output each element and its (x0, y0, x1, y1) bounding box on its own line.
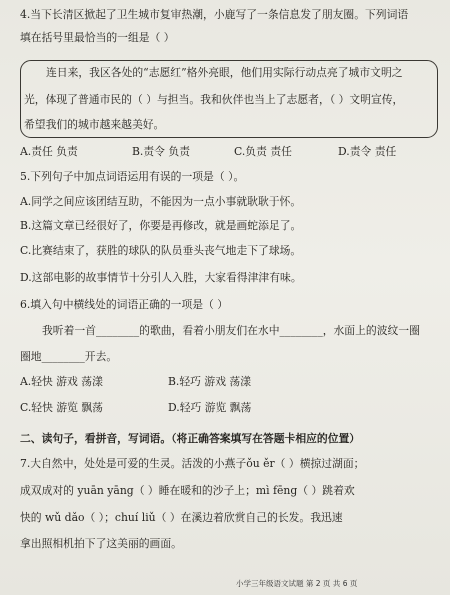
q4-passage-line3: 希望我们的城市越来越美好。 (24, 118, 165, 131)
q6-text-line1: 我听着一首________的歌曲，看着小朋友们在水中________，水面上的波纹一圈 (42, 324, 420, 337)
q4-stem-line2: 填在括号里最恰当的一组是（ ） (20, 31, 175, 44)
q7-line1: 7.大自然中，处处是可爱的生灵。活泼的小燕子ǒu ěr（ ）横掠过湖面； (20, 457, 365, 470)
q7-line4: 拿出照相机拍下了这美丽的画面。 (20, 537, 182, 550)
q5-option-d: D.这部电影的故事情节十分引人入胜，大家看得津津有味。 (20, 271, 302, 284)
q5-option-a: A.同学之间应该团结互助，不能因为一点小事就耿耿于怀。 (20, 195, 302, 208)
q5-option-b: B.这篇文章已经很好了，你要是再修改，就是画蛇添足了。 (20, 219, 302, 232)
q6-options-row1 (20, 375, 436, 389)
q4-option-d: D.责令 责任 (338, 145, 397, 158)
q4-options (20, 145, 436, 159)
q4-passage-line1: 连日来，我区各处的“志愿红”格外亮眼，他们用实际行动点亮了城市文明之 (46, 66, 403, 79)
q4-option-a: A.责任 负责 (20, 145, 78, 158)
q6-text-line2: 圈地________开去。 (20, 350, 118, 363)
q6-stem: 6.填入句中横线处的词语正确的一项是（ ） (20, 298, 229, 311)
q6-option-c: C.轻快 游览 飘荡 (20, 401, 103, 414)
q5-option-c: C.比赛结束了，获胜的球队的队员垂头丧气地走下了球场。 (20, 244, 302, 257)
q4-stem-line1: 4.当下长清区掀起了卫生城市复审热潮，小鹿写了一条信息发了朋友圈。下列词语 (20, 8, 409, 21)
q6-options-row2 (20, 401, 436, 415)
q6-option-d: D.轻巧 游览 飘荡 (168, 401, 252, 414)
q4-option-b: B.责令 负责 (132, 145, 190, 158)
q7-line3: 快的 wǔ dǎo（ ）；chuí liǔ（ ）在溪边着欣赏自己的长发。我迅速 (20, 511, 343, 524)
q4-passage-line2: 光，体现了普通市民的（ ）与担当。我和伙伴也当上了志愿者，（ ）文明宣传， (24, 93, 404, 106)
page-footer: 小学三年级语文试题 第 2 页 共 6 页 (236, 579, 358, 588)
section2-title: 二、读句子，看拼音，写词语。（将正确答案填写在答题卡相应的位置） (20, 432, 361, 445)
q6-option-a: A.轻快 游戏 荡漾 (20, 375, 103, 388)
q4-option-c: C.负责 责任 (234, 145, 292, 158)
q5-stem: 5.下列句子中加点词语运用有误的一项是（ ）。 (20, 170, 245, 183)
q6-option-b: B.轻巧 游戏 荡漾 (168, 375, 252, 388)
q7-line2: 成双成对的 yuān yāng（ ）睡在暖和的沙子上；mì fēng（ ）跳着欢 (20, 484, 355, 497)
